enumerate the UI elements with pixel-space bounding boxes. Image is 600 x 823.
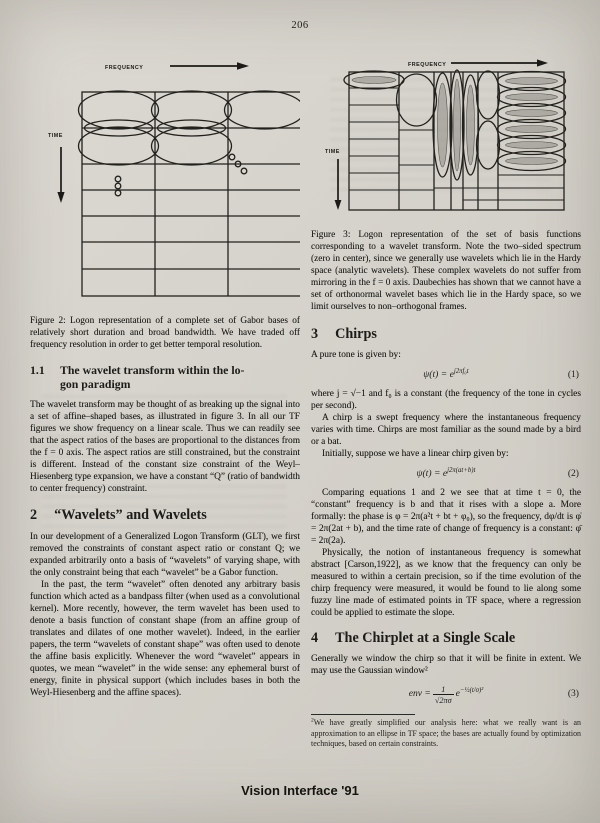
footnote-rule — [311, 714, 415, 715]
section-3-heading — [311, 325, 581, 343]
paragraph-past-term: In the past, the term “wavelet” often denoted any arbitrary basis function which acted as a bandpass filter (when used as a convolutional kernel). More recently, however, the term wavelet has been used to denote a basis function of constant shape (from an affine group of translates and dilates of one mother wavelet). Indeed, in the earlier papers, the term “wavelets of constant shape” was often used to denote the affine basis explicitly. Whenever the word “wavelet” appears in quotes, we mean “wavelet” in the wide sense: any ephemeral burst of energy, finite in physical support (which includes bases in both the Weyl-Hiesenberg and the affine spaces). — [30, 580, 300, 698]
figure2-frequency-axis — [105, 62, 249, 71]
equation-body — [423, 369, 468, 380]
section-title: “Wavelets” and Wavelets — [54, 507, 207, 523]
section-title — [60, 364, 244, 391]
fraction — [433, 685, 454, 706]
paragraph-where: where j = √−1 and f₀ is a constant (the frequency of the tone in cycles per second). — [311, 389, 581, 411]
proceedings-footer: Vision Interface '91 — [241, 783, 359, 798]
right-column — [311, 55, 581, 750]
figure3-midscale-ellipses — [477, 71, 500, 169]
section-number: 3 — [311, 326, 319, 342]
equation-2 — [311, 465, 581, 482]
section-title-line2: gon paradigm — [60, 376, 131, 391]
figure3-caption: Figure 3: Logon representation of the set of basis functions corresponding to a wavelet transform. Note the two–sided spectrum (zero in center), since we generally use wavelets which lie in the Hardy space (analytic wavelets). These complex wavelets do not suffer from mirroring in the f = 0 axis. Daubechies has shown that we cannot have a set of orthonormal wavelet bases which lie in the Hardy space, so we limit ourselves to non–orthogonal frames. — [311, 230, 581, 312]
frequency-arrowhead-icon — [537, 59, 548, 66]
frequency-arrowhead-icon — [237, 62, 249, 70]
equation-lhs: env = — [408, 688, 431, 699]
equation-exponent: j2π(at+b)t — [447, 466, 476, 474]
fraction-numerator: 1 — [441, 685, 446, 694]
time-arrowhead-icon — [335, 200, 342, 210]
figure3-lowfreq-ellipse — [344, 71, 437, 126]
figure2-time-axis — [48, 133, 65, 203]
section-number: 4 — [311, 630, 319, 646]
left-column — [30, 55, 300, 699]
paragraph-pure-tone: A pure tone is given by: — [311, 350, 401, 360]
equation-1 — [311, 366, 581, 383]
section-title: The Chirplet at a Single Scale — [335, 630, 516, 646]
paragraph-comparing: Comparing equations 1 and 2 we see that at time t = 0, the “constant” frequency is b and that it rises with a slope a. More formally: the phase is φ = 2π(a²t + bt + φ₀), so the frequency, dφ/dt is φ̇ = 2π(2at + b), and the time rate of change of frequency is a constant: φ̈ = 2π(2a). — [311, 488, 581, 546]
section-1-1-heading — [30, 364, 300, 391]
equation-number: (2) — [567, 468, 579, 479]
paragraph-generally: Generally we window the chirp so that it will be finite in extent. We may use the Gaussian window² — [311, 654, 581, 676]
figure3-time-axis — [325, 149, 341, 210]
equation-number: (3) — [567, 688, 579, 699]
frequency-axis-label: FREQUENCY — [105, 65, 144, 71]
footnote-marker: 2 — [311, 717, 314, 724]
figure2-caption: Figure 2: Logon representation of a complete set of Gabor bases of relatively short duration and broad bandwidth. We have traded off frequency resolution in order to get better temporal resolution. — [30, 316, 300, 350]
paragraph-chirp: A chirp is a swept frequency where the instantaneous frequency varies with time. Chirps are most familiar as the sound made by a bird or a bat. — [311, 413, 581, 447]
section-number: 1.1 — [30, 363, 45, 377]
figure3-frequency-axis — [408, 59, 548, 68]
footnote — [311, 718, 581, 750]
paragraph-physically: Physically, the notion of instantaneous frequency is somewhat abstract [Carson,1922], as we know that the frequency can only be measured to within a certain precision, so if the time evolution of the chirp frequency were measured, it would be found to lie along some fuzzy line made of estimated points in TF space, where a regression could be applied to estimate the slope. — [311, 548, 581, 618]
figure3-analytic-wavelet-stack — [498, 72, 566, 171]
footnote-text: We have greatly simplified our analysis here: what we really want is an approximation to an ellipse in TF space; the bases are actually found by optimization techniques, based on certain constraints. — [311, 718, 581, 749]
section-title: Chirps — [335, 326, 377, 342]
fraction-denominator: √2πσ — [434, 696, 452, 705]
time-axis-label: TIME — [48, 133, 63, 139]
equation-3 — [311, 681, 581, 707]
section-number: 2 — [30, 507, 38, 523]
paragraph-initially: Initially, suppose we have a linear chirp given by: — [322, 449, 509, 459]
page-number: 206 — [291, 20, 309, 31]
figure3-diagram — [311, 55, 581, 220]
equation-number: (1) — [567, 369, 579, 380]
equation-lhs: ψ(t) = e — [423, 369, 454, 380]
section-4-heading — [311, 629, 581, 647]
equation-exponent: −½(t/σ)² — [459, 686, 484, 694]
paragraph-wavelet-transform: The wavelet transform may be thought of as breaking up the signal into a set of affine–shaped bases, as illustrated in figure 3. In all our TF figures we show frequency on a linear scale. Thus we can readily see that the aspect ratios of the bases are proportional to the distances from the f = 0 axis. The aspect ratios are still constrained, but the constraint is different. Instead of the constant size constraint of the Weyl–Hiesenberg type expansion, we have a constant “Q” (ratio of bandwidth to center frequency) constraint. — [30, 400, 300, 494]
section-2-heading — [30, 506, 300, 524]
time-axis-label: TIME — [325, 149, 340, 155]
figure2-diagram — [30, 55, 300, 307]
equation-exponent: j2πf₀t — [453, 367, 469, 375]
figure3-center-scale-ellipses — [433, 70, 479, 180]
time-arrowhead-icon — [57, 192, 64, 203]
equation-base: e — [455, 688, 460, 699]
equation-lhs: ψ(t) = e — [416, 468, 448, 479]
equation-body — [417, 468, 476, 479]
section-title-line1: The wavelet transform within the lo- — [60, 363, 245, 377]
paragraph-glt: In our development of a Generalized Logon Transform (GLT), we first removed the constraints of constant aspect ratio or constant Q; we expanded arbitrarily onto a basis of “wavelets” of varying shape, with the only constraint being that each “wavelet” be a Gabor function. — [30, 532, 300, 578]
frequency-axis-label: FREQUENCY — [408, 62, 447, 68]
